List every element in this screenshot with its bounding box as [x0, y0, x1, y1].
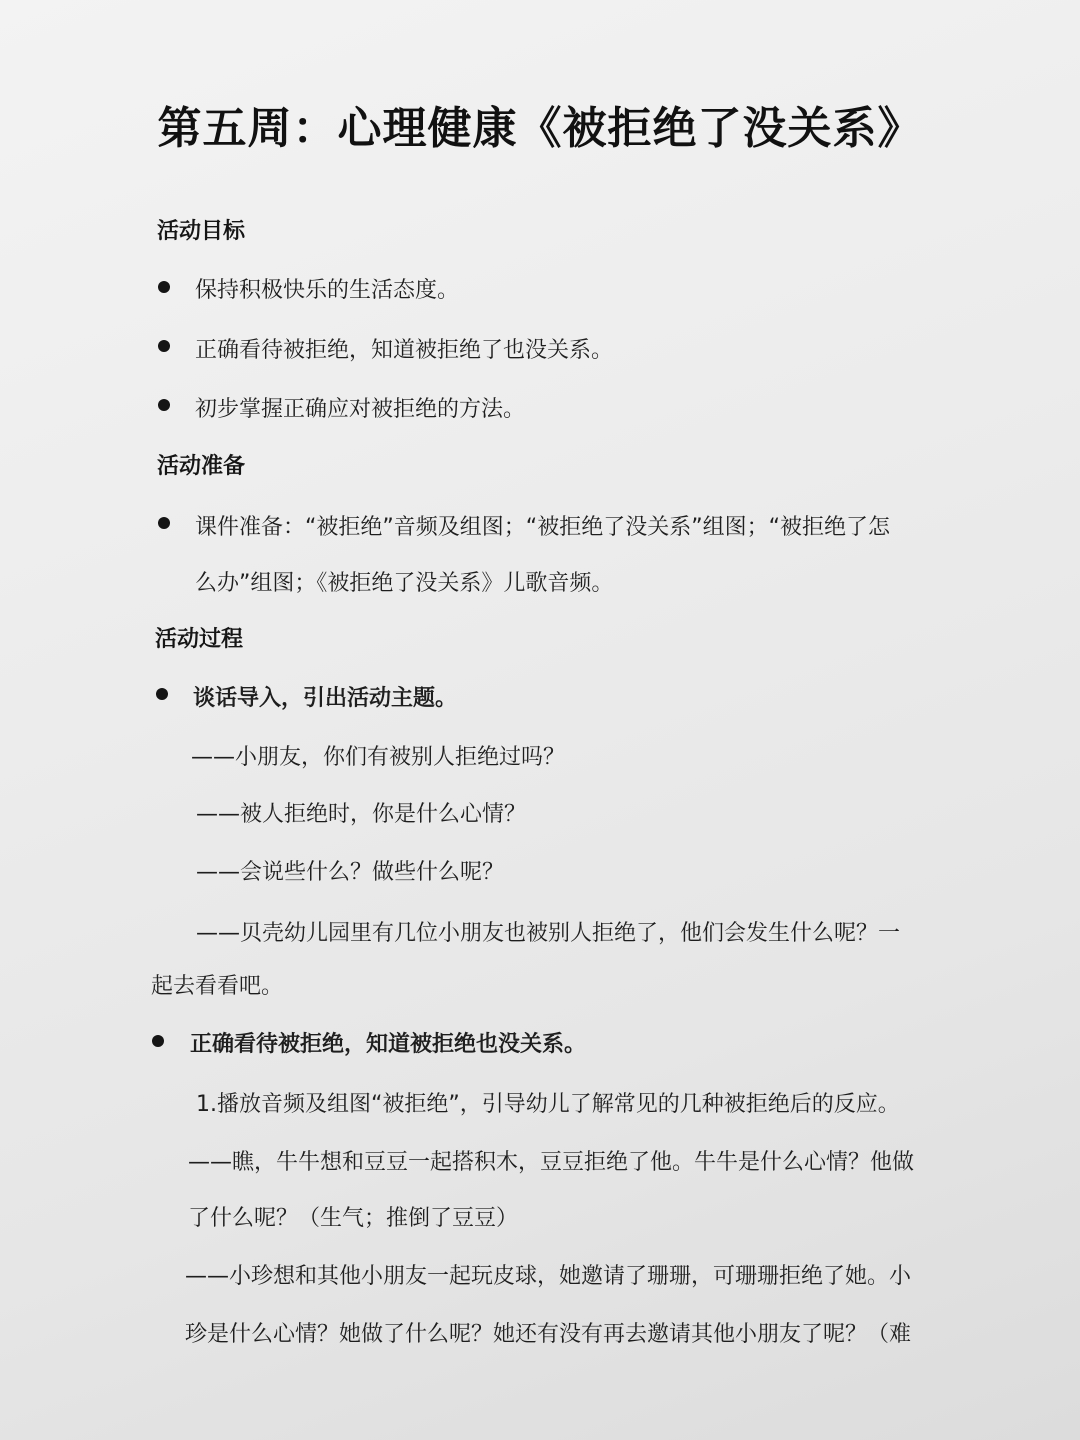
prep-line: 课件准备：“被拒绝”音频及组图；“被拒绝了没关系”组图；“被拒绝了怎 — [195, 515, 890, 540]
goal-item: 正确看待被拒绝，知道被拒绝了也没关系。 — [195, 338, 614, 363]
step-line: 了什么呢？（生气；推倒了豆豆） — [188, 1206, 519, 1231]
step-line: 珍是什么心情？她做了什么呢？她还有没有再去邀请其他小朋友了呢？（难 — [185, 1322, 912, 1347]
dialogue-line: ——贝壳幼儿园里有几位小朋友也被别人拒绝了，他们会发生什么呢？一 — [196, 921, 901, 946]
section-heading-prep: 活动准备 — [157, 454, 246, 479]
goal-item: 保持积极快乐的生活态度。 — [195, 278, 460, 303]
step-line: 1.播放音频及组图“被拒绝”，引导幼儿了解常见的几种被拒绝后的反应。 — [196, 1092, 900, 1117]
bullet-icon — [158, 281, 170, 293]
section-heading-goals: 活动目标 — [157, 219, 246, 244]
bullet-icon — [152, 1035, 164, 1047]
dialogue-line: ——被人拒绝时，你是什么心情？ — [196, 802, 527, 827]
bullet-icon — [158, 399, 170, 411]
section-heading-process: 活动过程 — [155, 627, 244, 652]
dialogue-line: 起去看看吧。 — [151, 974, 284, 999]
step-line: ——小珍想和其他小朋友一起玩皮球，她邀请了珊珊，可珊珊拒绝了她。小 — [185, 1264, 912, 1289]
prep-line: 么办”组图；《被拒绝了没关系》儿歌音频。 — [195, 571, 614, 596]
dialogue-line: ——会说些什么？做些什么呢？ — [196, 860, 505, 885]
bullet-icon — [158, 517, 170, 529]
step-heading: 谈话导入，引出活动主题。 — [193, 686, 458, 711]
bullet-icon — [158, 340, 170, 352]
document-title: 第五周：心理健康《被拒绝了没关系》 — [157, 103, 923, 154]
step-heading: 正确看待被拒绝，知道被拒绝也没关系。 — [190, 1032, 587, 1057]
dialogue-line: ——小朋友，你们有被别人拒绝过吗？ — [191, 745, 566, 770]
goal-item: 初步掌握正确应对被拒绝的方法。 — [195, 397, 526, 422]
bullet-icon — [156, 688, 168, 700]
step-line: ——瞧，牛牛想和豆豆一起搭积木，豆豆拒绝了他。牛牛是什么心情？他做 — [188, 1150, 915, 1175]
